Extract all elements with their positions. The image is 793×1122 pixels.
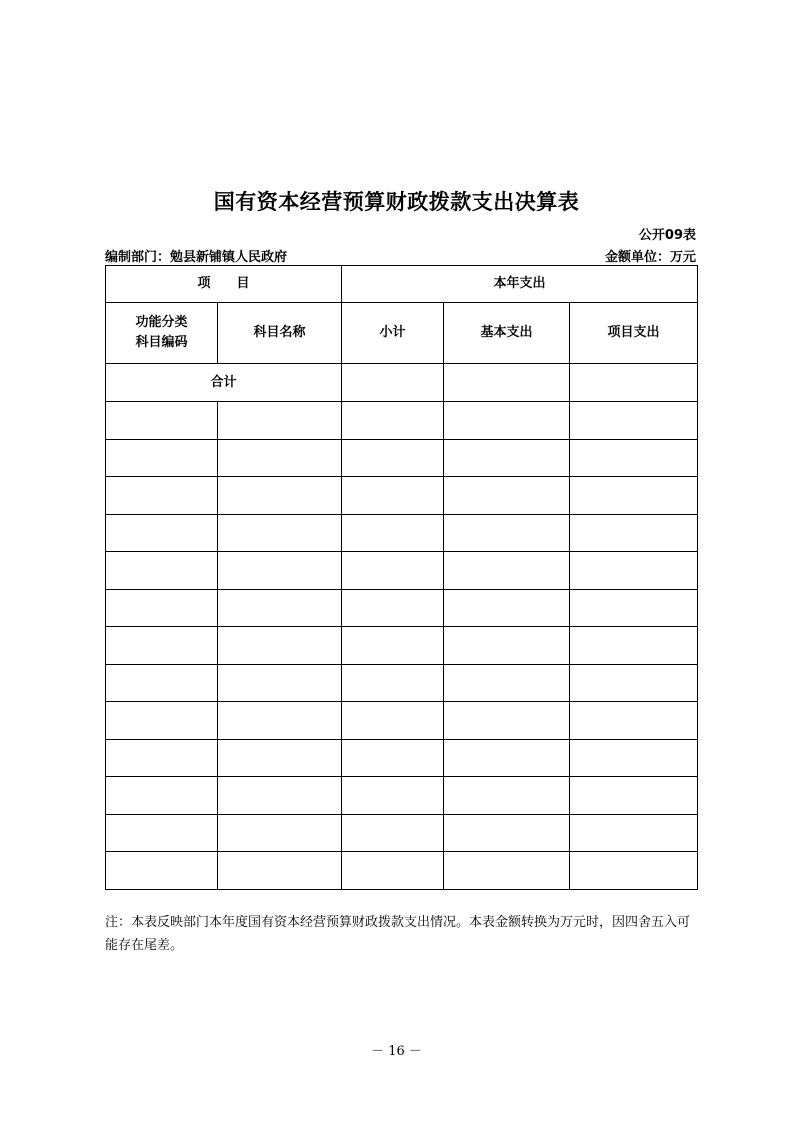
subtotal-cell bbox=[342, 589, 444, 627]
header-row-2 bbox=[106, 303, 698, 364]
table-row bbox=[106, 552, 698, 590]
subtotal-cell bbox=[342, 514, 444, 552]
subtotal-cell bbox=[342, 852, 444, 890]
header-func-code bbox=[106, 303, 218, 364]
subtotal-cell bbox=[342, 439, 444, 477]
basic-cell bbox=[444, 477, 570, 515]
func-code-cell bbox=[106, 702, 218, 740]
func-code-cell bbox=[106, 777, 218, 815]
func-code-cell bbox=[106, 514, 218, 552]
header-item: 项 目 bbox=[106, 266, 342, 303]
table-row bbox=[106, 477, 698, 515]
basic-cell bbox=[444, 627, 570, 665]
page-number: － 16 － bbox=[371, 1044, 422, 1059]
subject-name-cell bbox=[218, 589, 342, 627]
project-cell bbox=[570, 814, 698, 852]
subtotal-cell bbox=[342, 402, 444, 440]
table-row bbox=[106, 664, 698, 702]
project-cell bbox=[570, 477, 698, 515]
func-code-cell bbox=[106, 664, 218, 702]
subtotal-cell bbox=[342, 477, 444, 515]
total-label: 合计 bbox=[106, 364, 342, 402]
basic-cell bbox=[444, 589, 570, 627]
form-number: 公开09表 bbox=[638, 228, 696, 243]
func-code-cell bbox=[106, 477, 218, 515]
func-code-cell bbox=[106, 552, 218, 590]
func-code-cell bbox=[106, 814, 218, 852]
table-row bbox=[106, 702, 698, 740]
header-row-1 bbox=[106, 266, 698, 303]
project-cell bbox=[570, 514, 698, 552]
table-row bbox=[106, 589, 698, 627]
subtotal-cell bbox=[342, 777, 444, 815]
subject-name-cell bbox=[218, 814, 342, 852]
func-code-cell bbox=[106, 439, 218, 477]
subtotal-cell bbox=[342, 552, 444, 590]
document-title: 国有资本经营预算财政拨款支出决算表 bbox=[213, 190, 580, 214]
table-row bbox=[106, 402, 698, 440]
header-project: 项目支出 bbox=[570, 303, 698, 364]
header-subtotal: 小计 bbox=[342, 303, 444, 364]
table-row bbox=[106, 739, 698, 777]
table-row bbox=[106, 514, 698, 552]
basic-cell bbox=[444, 402, 570, 440]
table-row bbox=[106, 777, 698, 815]
basic-cell bbox=[444, 552, 570, 590]
total-basic-cell bbox=[444, 364, 570, 402]
subject-name-cell bbox=[218, 477, 342, 515]
table-row bbox=[106, 627, 698, 665]
project-cell bbox=[570, 627, 698, 665]
basic-cell bbox=[444, 739, 570, 777]
basic-cell bbox=[444, 814, 570, 852]
func-code-cell bbox=[106, 589, 218, 627]
subtotal-cell bbox=[342, 664, 444, 702]
unit-label: 金额单位：万元 bbox=[604, 250, 696, 265]
basic-cell bbox=[444, 664, 570, 702]
subject-name-cell bbox=[218, 402, 342, 440]
subject-name-cell bbox=[218, 664, 342, 702]
subtotal-cell bbox=[342, 627, 444, 665]
subject-name-cell bbox=[218, 514, 342, 552]
project-cell bbox=[570, 739, 698, 777]
subtotal-cell bbox=[342, 739, 444, 777]
func-code-cell bbox=[106, 627, 218, 665]
project-cell bbox=[570, 702, 698, 740]
project-cell bbox=[570, 552, 698, 590]
header-subject-name: 科目名称 bbox=[218, 303, 342, 364]
expenditure-table bbox=[105, 265, 698, 890]
basic-cell bbox=[444, 514, 570, 552]
header-basic: 基本支出 bbox=[444, 303, 570, 364]
subtotal-cell bbox=[342, 814, 444, 852]
subject-name-cell bbox=[218, 777, 342, 815]
table-row bbox=[106, 852, 698, 890]
header-current-year: 本年支出 bbox=[342, 266, 698, 303]
subtotal-cell bbox=[342, 702, 444, 740]
total-subtotal-cell bbox=[342, 364, 444, 402]
subject-name-cell bbox=[218, 702, 342, 740]
subject-name-cell bbox=[218, 852, 342, 890]
total-project-cell bbox=[570, 364, 698, 402]
subject-name-cell bbox=[218, 739, 342, 777]
table-row bbox=[106, 439, 698, 477]
project-cell bbox=[570, 439, 698, 477]
basic-cell bbox=[444, 439, 570, 477]
subject-name-cell bbox=[218, 552, 342, 590]
project-cell bbox=[570, 402, 698, 440]
basic-cell bbox=[444, 777, 570, 815]
total-row bbox=[106, 364, 698, 402]
func-code-cell bbox=[106, 852, 218, 890]
subject-name-cell bbox=[218, 627, 342, 665]
compiler-label: 编制部门：勉县新铺镇人民政府 bbox=[105, 250, 288, 265]
basic-cell bbox=[444, 702, 570, 740]
header-func-code-text: 功能分类科目编码 bbox=[135, 315, 188, 350]
project-cell bbox=[570, 664, 698, 702]
func-code-cell bbox=[106, 739, 218, 777]
func-code-cell bbox=[106, 402, 218, 440]
project-cell bbox=[570, 589, 698, 627]
subject-name-cell bbox=[218, 439, 342, 477]
basic-cell bbox=[444, 852, 570, 890]
project-cell bbox=[570, 852, 698, 890]
table-row bbox=[106, 814, 698, 852]
footnote: 注：本表反映部门本年度国有资本经营预算财政拨款支出情况。本表金额转换为万元时，因四舍五入可能存在尾差。 bbox=[105, 915, 691, 953]
project-cell bbox=[570, 777, 698, 815]
